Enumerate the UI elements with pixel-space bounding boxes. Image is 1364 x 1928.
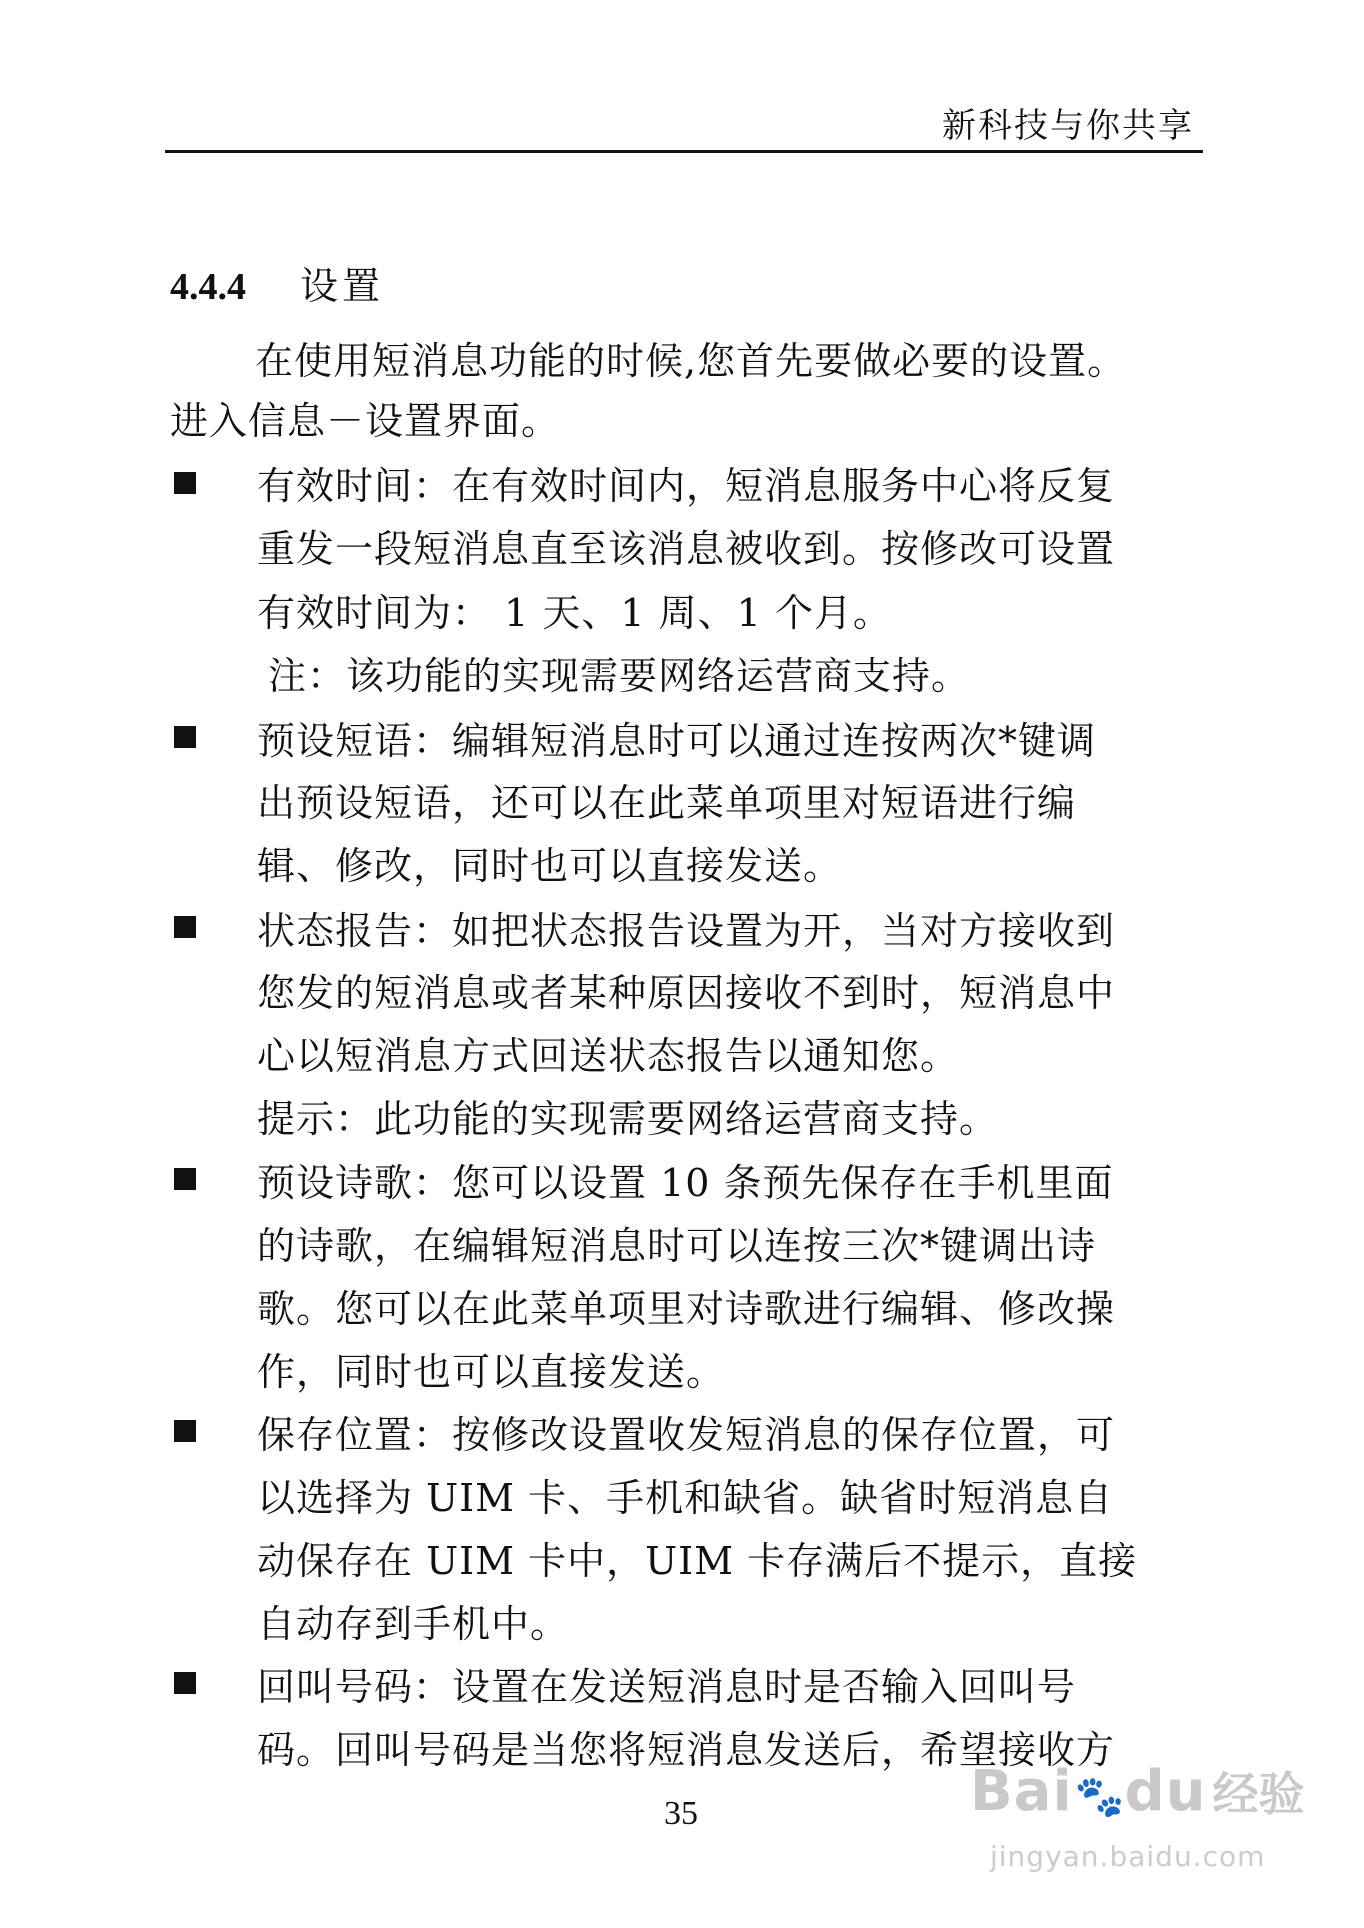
item-line: 您发的短消息或者某种原因接收不到时，短消息中 [257, 971, 1116, 1015]
section-heading [170, 255, 384, 310]
item-line: 重发一段短消息直至该消息被收到。按修改可设置 [257, 527, 1116, 571]
bullet-marker [174, 916, 196, 938]
paw-icon: 🐾 [1074, 1774, 1125, 1820]
item-line: 辑、修改，同时也可以直接发送。 [257, 844, 843, 888]
item-line: 以选择为 UIM 卡、手机和缺省。缺省时短消息自 [257, 1476, 1114, 1520]
item-line: 自动存到手机中。 [257, 1602, 570, 1646]
watermark-logo [970, 1758, 1304, 1824]
bullet-marker [174, 726, 196, 748]
watermark-logo-text-2: du [1124, 1759, 1207, 1824]
item-line: 预设诗歌：您可以设置 10 条预先保存在手机里面 [257, 1161, 1114, 1205]
item-line: 回叫号码：设置在发送短消息时是否输入回叫号 [257, 1665, 1077, 1709]
bullet-marker [174, 1420, 196, 1442]
item-line: 有效时间为： 1 天、1 周、1 个月。 [257, 591, 892, 635]
item-note: 提示：此功能的实现需要网络运营商支持。 [257, 1097, 999, 1141]
item-line: 动保存在 UIM 卡中，UIM 卡存满后不提示，直接 [257, 1539, 1138, 1583]
page-number: 35 [664, 1795, 698, 1832]
item-line: 出预设短语，还可以在此菜单项里对短语进行编 [257, 781, 1077, 825]
item-line: 歌。您可以在此菜单项里对诗歌进行编辑、修改操 [257, 1287, 1116, 1331]
section-title: 设置 [300, 264, 385, 308]
item-line: 状态报告：如把状态报告设置为开，当对方接收到 [257, 909, 1116, 953]
bullet-marker [174, 472, 196, 494]
intro-line-1: 在使用短消息功能的时候,您首先要做必要的设置。 [255, 339, 1127, 383]
item-line: 预设短语：编辑短消息时可以通过连按两次*键调 [257, 719, 1097, 763]
item-note: 注：该功能的实现需要网络运营商支持。 [268, 654, 971, 698]
watermark-logo-text: Bai [970, 1759, 1073, 1824]
item-line: 的诗歌，在编辑短消息时可以连按三次*键调出诗 [257, 1224, 1097, 1268]
header-rule [165, 150, 1203, 153]
item-line: 作，同时也可以直接发送。 [257, 1350, 726, 1394]
item-line: 码。回叫号码是当您将短消息发送后，希望接收方 [257, 1728, 1116, 1772]
bullet-marker [174, 1168, 196, 1190]
running-head: 新科技与你共享 [942, 106, 1194, 146]
watermark-url: jingyan.baidu.com [990, 1840, 1266, 1873]
item-line: 保存位置：按修改设置收发短消息的保存位置，可 [257, 1413, 1116, 1457]
bullet-marker [174, 1672, 196, 1694]
section-number: 4.4.4 [170, 266, 246, 308]
item-line: 心以短消息方式回送状态报告以通知您。 [257, 1034, 960, 1078]
intro-line-2: 进入信息－设置界面。 [170, 399, 561, 443]
item-line: 有效时间：在有效时间内，短消息服务中心将反复 [257, 464, 1116, 508]
watermark-sub: 经验 [1212, 1767, 1305, 1821]
